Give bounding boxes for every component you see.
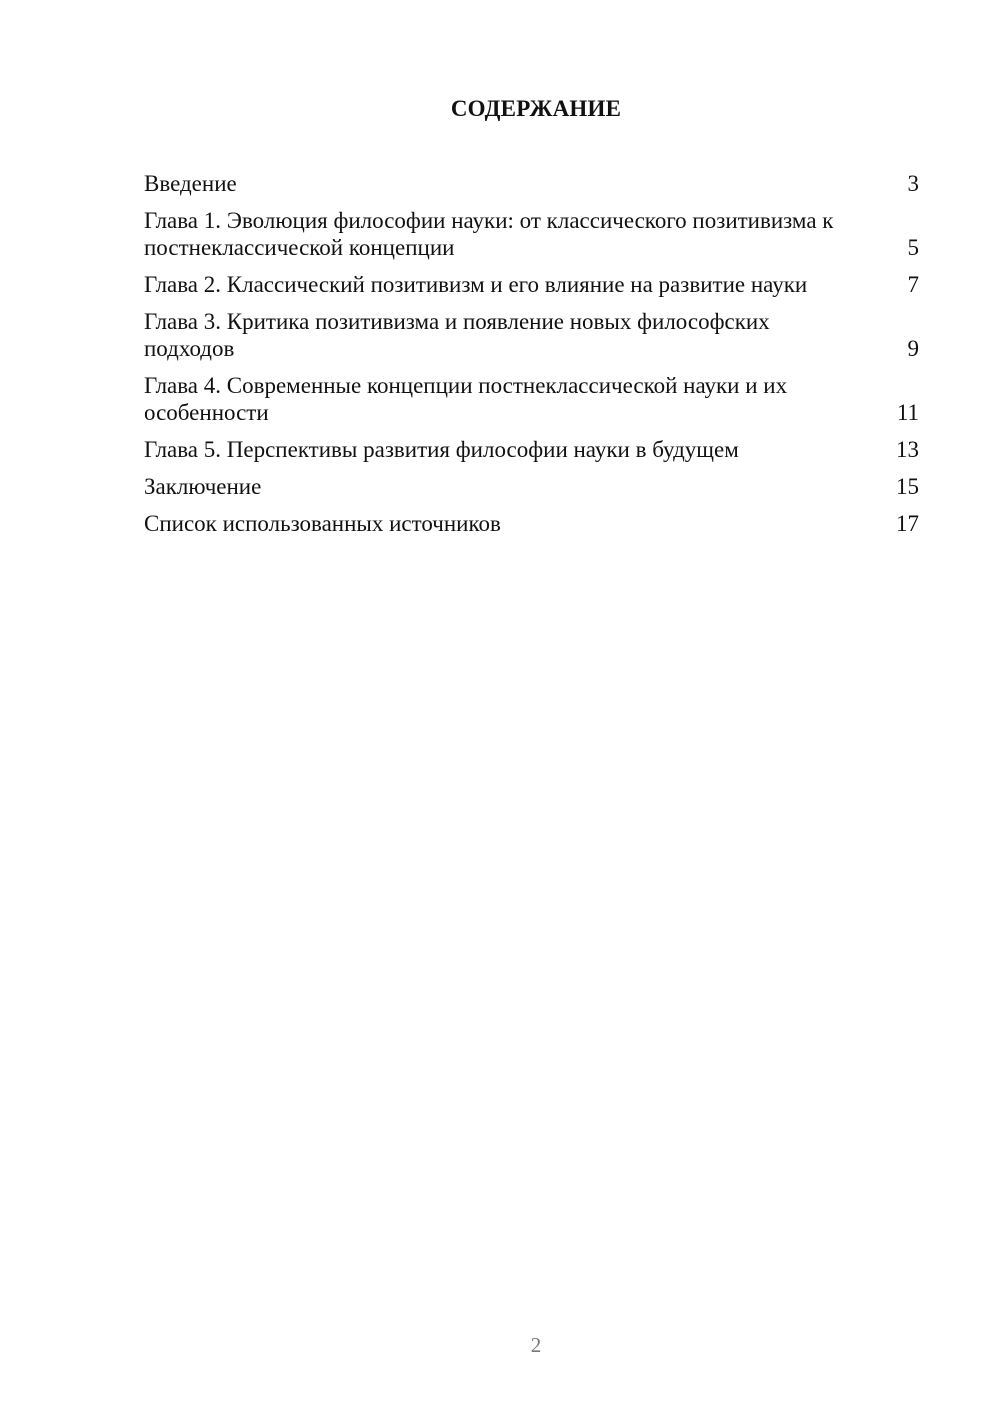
toc-entry-chapter-2[interactable] (144, 271, 919, 298)
toc-entry-page: 9 (907, 336, 919, 361)
toc-entry-page: 7 (907, 272, 919, 297)
toc-entry-page: 3 (907, 171, 919, 196)
toc-entry-chapter-5[interactable] (144, 436, 919, 463)
table-of-contents (144, 170, 919, 547)
page-number: 2 (530, 1333, 542, 1357)
toc-entry-page: 17 (896, 511, 919, 536)
toc-entry-text: Список использованных источников (144, 511, 501, 536)
toc-entry-page: 5 (907, 235, 919, 260)
toc-entry-chapter-4[interactable] (144, 372, 919, 426)
toc-entry-chapter-3[interactable] (144, 308, 919, 362)
toc-entry-page: 13 (896, 437, 919, 462)
toc-entry-text: Глава 5. Перспективы развития философии науки в будущем (144, 437, 739, 462)
toc-entry-text: Введение (144, 171, 237, 196)
toc-entry-page: 15 (896, 474, 919, 499)
toc-entry-chapter-1[interactable] (144, 207, 919, 261)
page-title: СОДЕРЖАНИЕ (450, 96, 622, 121)
toc-entry-text: Глава 4. Современные концепции постнеклассической науки и их особенности (144, 373, 788, 425)
toc-entry-text: Глава 3. Критика позитивизма и появление новых философских подходов (144, 309, 770, 361)
toc-entry-conclusion[interactable] (144, 473, 919, 500)
toc-entry-text: Глава 1. Эволюция философии науки: от классического позитивизма к постнеклассической концепции (144, 208, 834, 260)
toc-entry-text: Заключение (144, 474, 262, 499)
toc-entry-text: Глава 2. Классический позитивизм и его влияние на развитие науки (144, 272, 808, 297)
toc-entry-references[interactable] (144, 510, 919, 537)
toc-entry-page: 11 (896, 400, 919, 425)
toc-entry-introduction[interactable] (144, 170, 919, 197)
